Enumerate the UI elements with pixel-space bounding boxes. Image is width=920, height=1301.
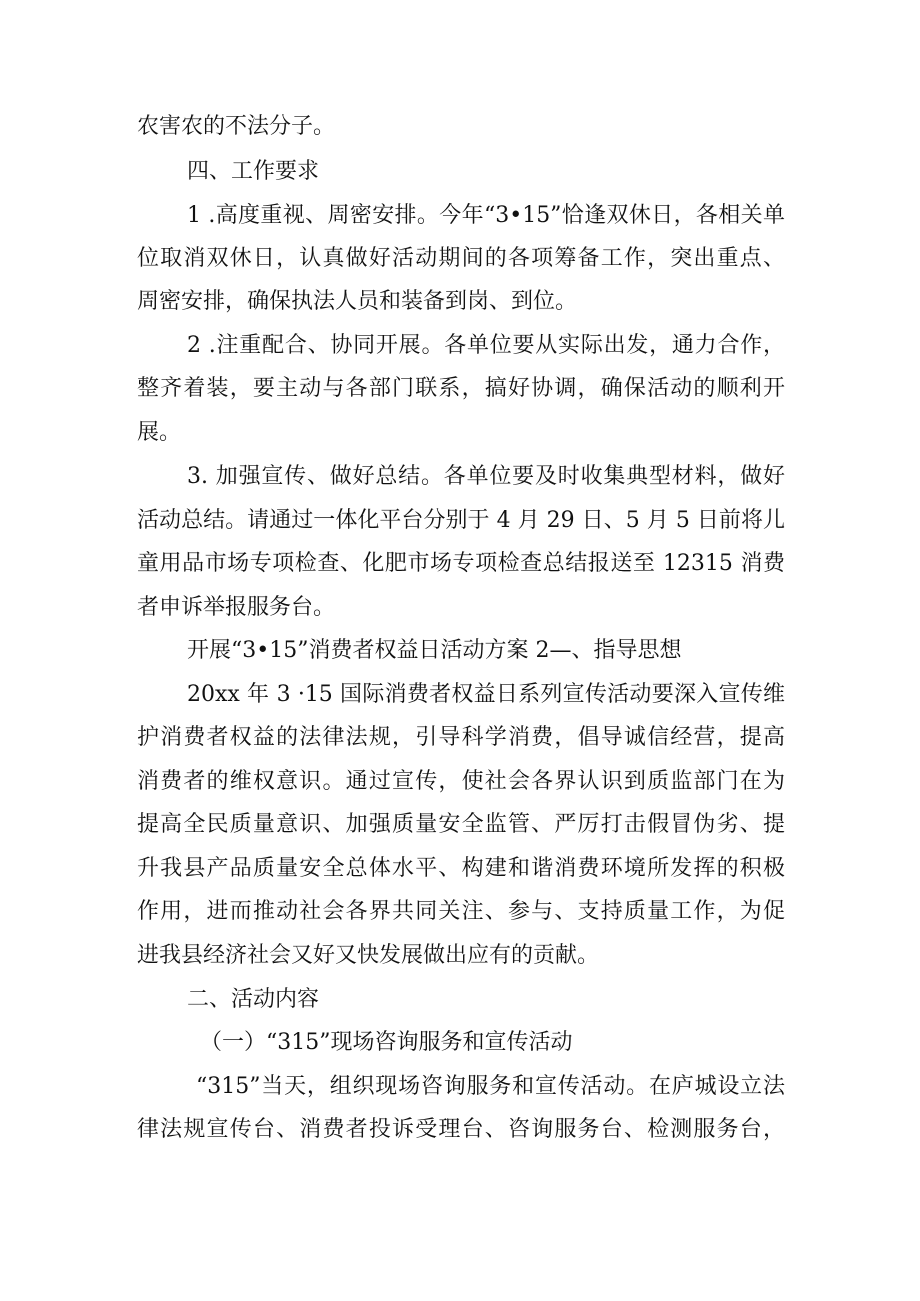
section-heading: 二、活动内容: [187, 987, 320, 1012]
text-line: 位取消双休日，认真做好活动期间的各项筹备工作，突出重点、: [137, 246, 785, 271]
text-line: 周密安排，确保执法人员和装备到岗、到位。: [137, 289, 578, 314]
text-line: 进我县经济社会又好又快发展做出应有的贡献。: [137, 943, 600, 968]
text-line: 童用品市场专项检查、化肥市场专项检查总结报送至 12315 消费: [137, 551, 785, 576]
text-line: 3. 加强宣传、做好总结。各单位要及时收集典型材料，做好: [187, 464, 785, 489]
text-line: 1 .高度重视、周密安排。今年“3•15”恰逢双休日，各相关单: [187, 203, 785, 228]
text-line: 护消费者权益的法律法规，引导科学消费，倡导诚信经营，提高: [137, 725, 785, 750]
text-line: 展。: [137, 420, 182, 445]
text-line: 升我县产品质量安全总体水平、构建和谐消费环境所发挥的积极: [137, 856, 785, 881]
text-line: 消费者的维权意识。通过宣传，使社会各界认识到质监部门在为: [137, 769, 785, 794]
text-line: 活动总结。请通过一体化平台分别于 4 月 29 日、5 月 5 日前将儿: [137, 508, 785, 533]
text-line: 2 .注重配合、协同开展。各单位要从实际出发，通力合作，: [187, 333, 785, 358]
text-line: 作用，进而推动社会各界共同关注、参与、支持质量工作，为促: [137, 899, 785, 924]
text-line: 律法规宣传台、消费者投诉受理台、咨询服务台、检测服务台，: [137, 1117, 785, 1142]
text-line: 整齐着装，要主动与各部门联系，搞好协调，确保活动的顺利开: [137, 376, 785, 401]
text-line: 提高全民质量意识、加强质量安全监管、严厉打击假冒伪劣、提: [137, 812, 785, 837]
text-line: 20xx 年 3 ·15 国际消费者权益日系列宣传活动要深入宣传维: [187, 682, 785, 707]
text-line: “315”当天，组织现场咨询服务和宣传活动。在庐城设立法: [196, 1074, 785, 1099]
section-heading: 四、工作要求: [187, 159, 320, 184]
section-heading: 开展“3•15”消费者权益日活动方案 2—、指导思想: [187, 638, 682, 663]
text-line: 者申诉举报服务台。: [137, 595, 336, 620]
text-line: 农害农的不法分子。: [137, 114, 336, 139]
subsection-heading: （一）“315”现场咨询服务和宣传活动: [200, 1030, 573, 1055]
